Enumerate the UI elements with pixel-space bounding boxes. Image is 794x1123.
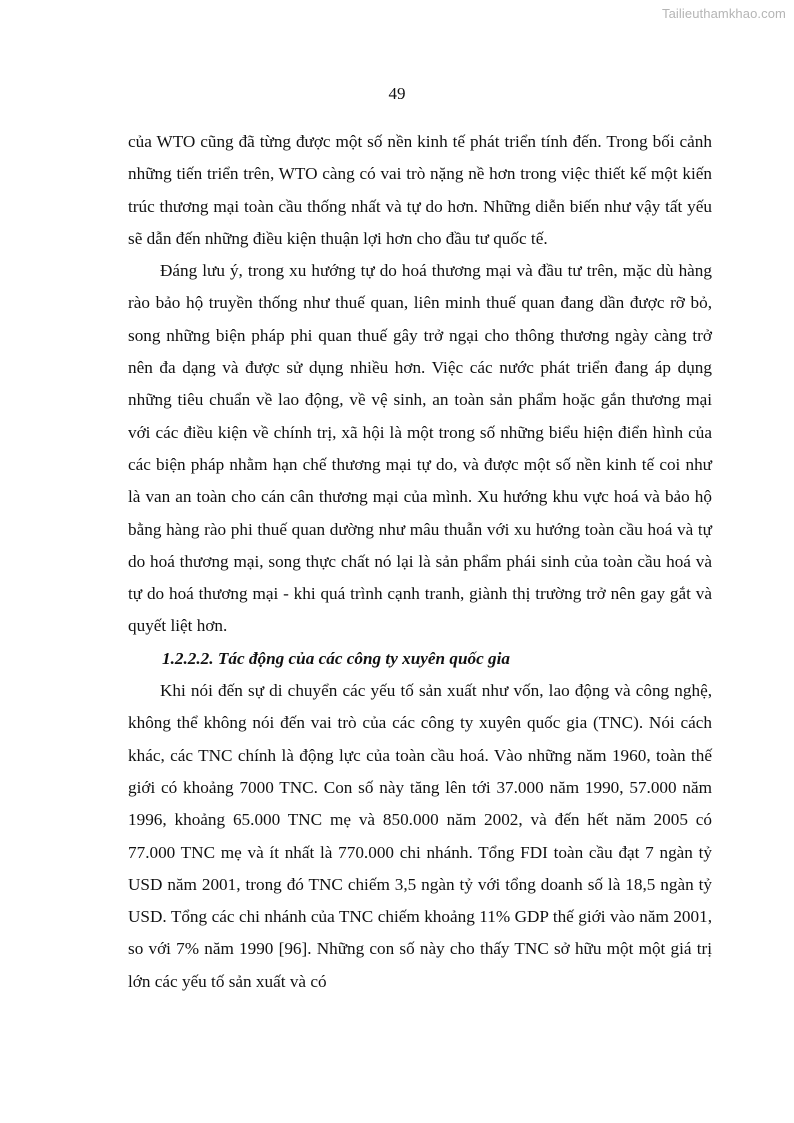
paragraph-continuation: của WTO cũng đã từng được một số nền kinh tế phát triển tính đến. Trong bối cảnh những tiến triển trên, WTO càng có vai trò nặng nề hơn trong việc thiết kế một kiến trúc thương mại toàn cầu thống nhất và tự do hơn. Những diễn biến như vậy tất yếu sẽ dẫn đến những điều kiện thuận lợi hơn cho đầu tư quốc tế. — [128, 132, 712, 248]
page-number: 49 — [388, 84, 406, 103]
watermark: Tailieuthamkhao.com — [661, 6, 786, 21]
document-body — [128, 126, 712, 998]
section-heading: 1.2.2.2. Tác động của các công ty xuyên quốc gia — [162, 648, 511, 668]
paragraph-non-tariff-barriers: Đáng lưu ý, trong xu hướng tự do hoá thương mại và đầu tư trên, mặc dù hàng rào bảo hộ truyền thống như thuế quan, liên minh thuế quan đang dần được rỡ bỏ, song những biện pháp phi quan thuế gây trở ngại cho thông thương ngày càng trở nên đa dạng và được sử dụng nhiều hơn. Việc các nước phát triển đang áp dụng những tiêu chuẩn về lao động, về vệ sinh, an toàn sản phẩm hoặc gắn thương mại với các điều kiện về chính trị, xã hội là một trong số những biểu hiện điển hình của các biện pháp nhằm hạn chế thương mại tự do, và được một số nền kinh tế coi như là van an toàn cho cán cân thương mại của mình. Xu hướng khu vực hoá và bảo hộ bằng hàng rào phi thuế quan dường như mâu thuẫn với xu hướng toàn cầu hoá và tự do hoá thương mại, song thực chất nó lại là sản phẩm phái sinh của toàn cầu hoá và tự do hoá thương mại - khi quá trình cạnh tranh, giành thị trường trở nên gay gắt và quyết liệt hơn. — [128, 261, 712, 636]
paragraph-tnc-role: Khi nói đến sự di chuyển các yếu tố sản xuất như vốn, lao động và công nghệ, không thể không nói đến vai trò của các công ty xuyên quốc gia (TNC). Nói cách khác, các TNC chính là động lực của toàn cầu hoá. Vào những năm 1960, toàn thế giới có khoảng 7000 TNC. Con số này tăng lên tới 37.000 năm 1990, 57.000 năm 1996, khoảng 65.000 TNC mẹ và 850.000 năm 2002, và đến hết năm 2005 có 77.000 TNC mẹ và ít nhất là 770.000 chi nhánh. Tổng FDI toàn cầu đạt 7 ngàn tỷ USD năm 2001, trong đó TNC chiếm 3,5 ngàn tỷ với tổng doanh số là 18,5 ngàn tỷ USD. Tổng các chi nhánh của TNC chiếm khoảng 11% GDP thế giới vào năm 2001, so với 7% năm 1990 [96]. Những con số này cho thấy TNC sở hữu một một giá trị lớn các yếu tố sản xuất và có — [128, 681, 712, 991]
